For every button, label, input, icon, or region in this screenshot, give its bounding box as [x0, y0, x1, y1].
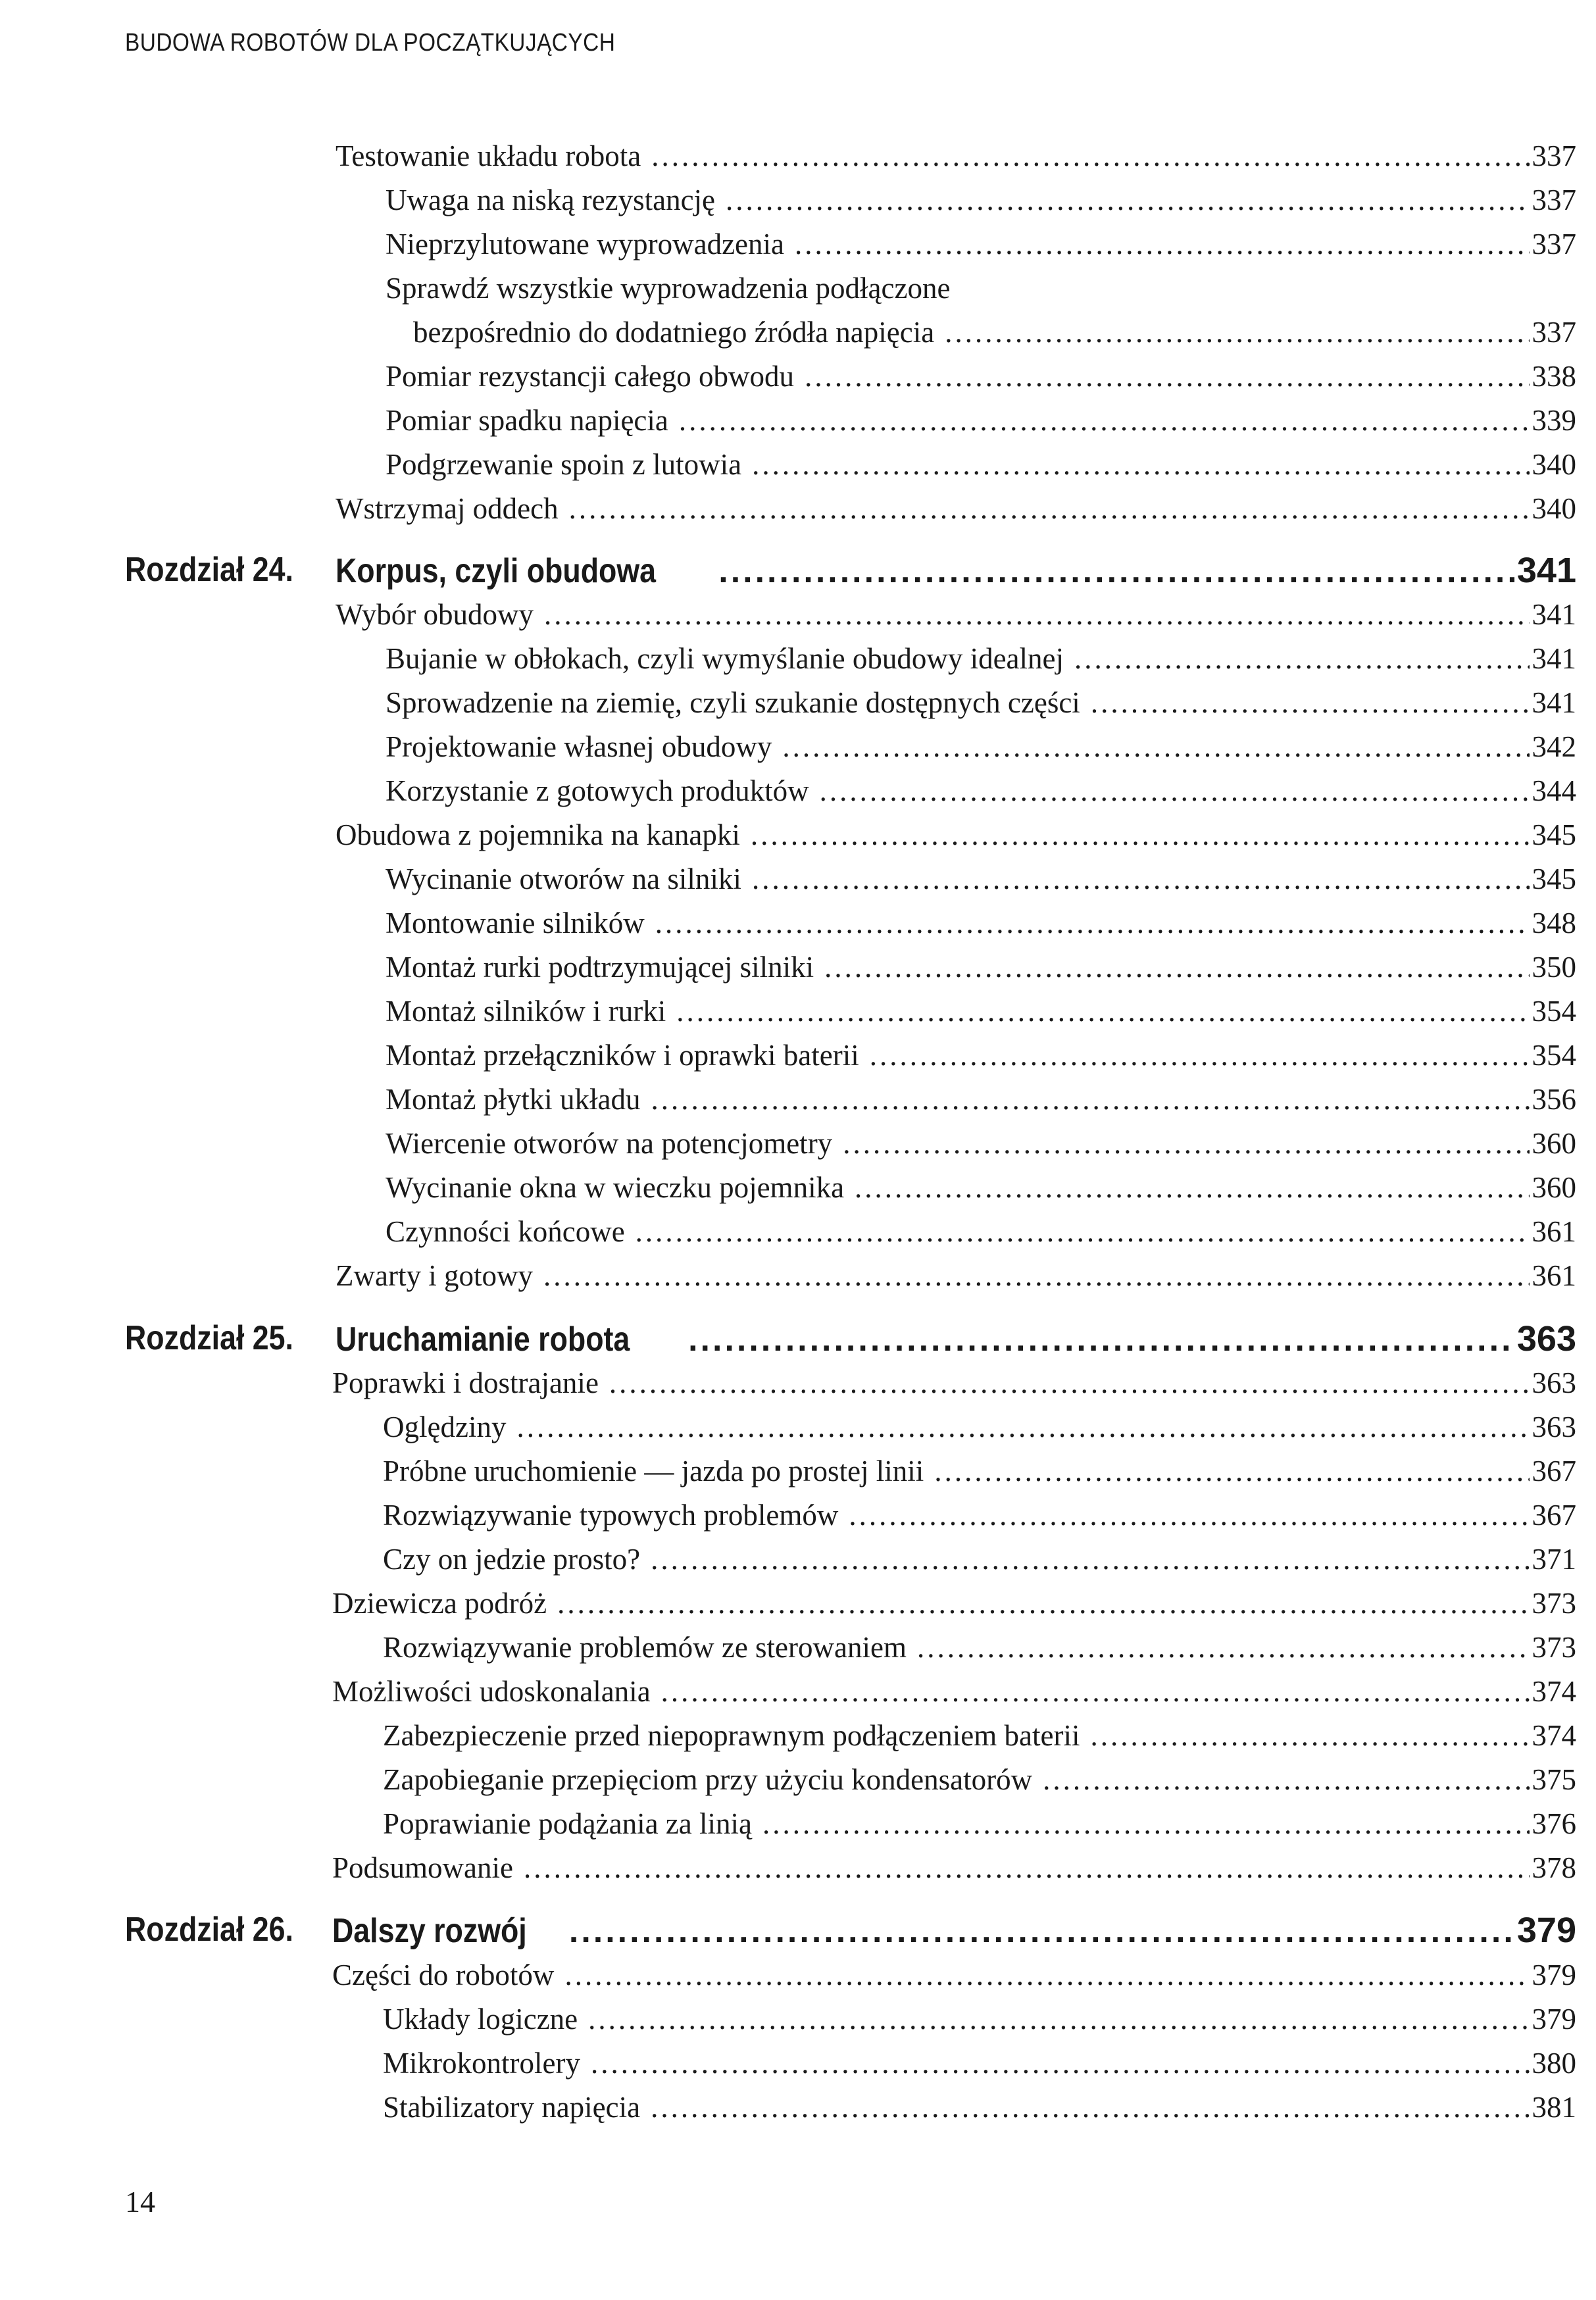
toc-entry-page: 337 [1532, 228, 1576, 261]
toc-entry-title: Zwarty i gotowy [336, 1259, 533, 1292]
toc-entry [386, 359, 1576, 393]
toc-entry-page: 337 [1532, 316, 1576, 349]
toc-entry-page: 360 [1532, 1171, 1576, 1204]
toc-entry-title: Testowanie układu robota [336, 139, 641, 172]
toc-entry [383, 2090, 1576, 2124]
toc-leader [726, 183, 1529, 213]
toc-entry-page: 363 [1532, 1411, 1576, 1443]
toc-entry-title: Pomiar rezystancji całego obwodu [386, 360, 795, 393]
toc-entry-page: 374 [1532, 1719, 1576, 1752]
toc-entry-page: 338 [1532, 360, 1576, 393]
toc-leader [636, 1214, 1530, 1244]
toc-leader [1090, 1718, 1529, 1748]
toc-entry-page: 348 [1532, 907, 1576, 939]
toc-entry [386, 774, 1576, 808]
toc-leader [655, 906, 1530, 936]
toc-leader [843, 1126, 1529, 1156]
toc-leader [651, 1082, 1529, 1112]
toc-leader [688, 1320, 1514, 1354]
toc-entry [332, 1586, 1576, 1620]
toc-entry [386, 730, 1576, 764]
toc-entry-page: 341 [1532, 686, 1576, 719]
chapter-label: Rozdział 26. [125, 1911, 293, 1949]
toc-entry-title: Układy logiczne [383, 2003, 578, 2036]
toc-leader [516, 1410, 1529, 1439]
toc-entry-title: Czynności końcowe [386, 1215, 625, 1248]
toc-entry-page: 345 [1532, 863, 1576, 895]
toc-entry [386, 1214, 1576, 1249]
toc-entry [386, 447, 1576, 482]
toc-entry [413, 315, 1576, 349]
toc-chapter [336, 1318, 1576, 1359]
toc-entry [386, 686, 1576, 720]
toc-entry-page: 376 [1532, 1807, 1576, 1840]
toc-entry [336, 597, 1576, 632]
toc-entry [386, 1082, 1576, 1116]
toc-entry-title: Poprawki i dostrajanie [332, 1366, 599, 1399]
toc-entry [332, 1674, 1576, 1709]
toc-entry-page: 344 [1532, 774, 1576, 807]
toc-entry-title: Możliwości udoskonalania [332, 1675, 651, 1708]
toc-leader [820, 774, 1530, 803]
toc-entry-page: 340 [1532, 448, 1576, 481]
toc-chapter-title: Korpus, czyli obudowa [336, 552, 656, 590]
toc-entry-title: Oględziny [383, 1411, 507, 1443]
toc-leader [651, 2090, 1529, 2120]
toc-entry-title: Stabilizatory napięcia [383, 2091, 641, 2124]
toc-entry [383, 1542, 1576, 1576]
toc-leader [651, 139, 1529, 168]
toc-entry-page: 354 [1532, 1039, 1576, 1072]
toc-chapter-page: 363 [1516, 1319, 1576, 1359]
toc-entry-page: 363 [1532, 1366, 1576, 1399]
toc-entry-title: Sprowadzenie na ziemię, czyli szukanie dostępnych części [386, 686, 1080, 719]
toc-entry [332, 1366, 1576, 1400]
toc-entry [383, 1498, 1576, 1532]
toc-entry-page: 367 [1532, 1499, 1576, 1532]
toc-leader [805, 359, 1529, 389]
toc-entry-title: Nieprzylutowane wyprowadzenia [386, 228, 785, 261]
toc-leader [591, 2046, 1530, 2076]
toc-entry [386, 994, 1576, 1028]
toc-leader [588, 2002, 1529, 2032]
toc-entry [386, 1170, 1576, 1205]
toc-leader [524, 1851, 1530, 1880]
toc-entry [336, 818, 1576, 852]
toc-entry-page: 373 [1532, 1587, 1576, 1620]
toc-entry [386, 862, 1576, 896]
toc-entry-page: 380 [1532, 2047, 1576, 2080]
toc-entry [386, 1038, 1576, 1072]
toc-entry-page: 381 [1532, 2091, 1576, 2124]
toc-entry-title: Montaż przełączników i oprawki baterii [386, 1039, 859, 1072]
toc-chapter [332, 1910, 1576, 1951]
chapter-label: Rozdział 25. [125, 1319, 293, 1357]
toc-entry-page: 341 [1532, 642, 1576, 675]
toc-entry-title: Pomiar spadku napięcia [386, 404, 668, 437]
toc-entry-title: Montaż silników i rurki [386, 995, 666, 1028]
toc-entry-title: Poprawianie podążania za linią [383, 1807, 753, 1840]
toc-entry-page: 361 [1532, 1215, 1576, 1248]
toc-leader [945, 315, 1529, 345]
toc-entry [383, 2002, 1576, 2036]
toc-leader [1091, 686, 1530, 715]
toc-entry [383, 1454, 1576, 1488]
toc-entry [383, 1410, 1576, 1444]
toc-entry-title: Projektowanie własnej obudowy [386, 730, 772, 763]
toc-entry-title: Dziewicza podróż [332, 1587, 547, 1620]
toc-leader [557, 1586, 1529, 1616]
toc-entry-title: Mikrokontrolery [383, 2047, 580, 2080]
toc-leader [679, 403, 1530, 433]
toc-leader [661, 1674, 1530, 1704]
toc-entry-page: 345 [1532, 818, 1576, 851]
toc-entry-title: Montaż płytki układu [386, 1083, 641, 1116]
toc-entry [332, 1851, 1576, 1885]
toc-entry [386, 1126, 1576, 1161]
toc-entry-page: 374 [1532, 1675, 1576, 1708]
toc-entry [383, 2046, 1576, 2080]
toc-entry [383, 1763, 1576, 1797]
toc-leader [782, 730, 1529, 759]
toc-entry [386, 227, 1576, 261]
toc-chapter-title: Dalszy rozwój [332, 1912, 527, 1950]
toc-entry-page: 350 [1532, 951, 1576, 984]
toc-entry-title: Montowanie silników [386, 907, 645, 939]
toc-leader [762, 1807, 1529, 1836]
toc-entry-title: Bujanie w obłokach, czyli wymyślanie obudowy idealnej [386, 642, 1064, 675]
toc-entry [383, 1807, 1576, 1841]
toc-entry-title: bezpośrednio do dodatniego źródła napięcia [413, 316, 935, 349]
toc-leader [543, 1259, 1530, 1288]
toc-leader [718, 551, 1514, 586]
toc-entry-title: Obudowa z pojemnika na kanapki [336, 818, 740, 851]
toc-leader [824, 950, 1529, 980]
toc-leader [751, 818, 1530, 847]
toc-chapter-title: Uruchamianie robota [336, 1320, 630, 1359]
toc-entry-page: 371 [1532, 1543, 1576, 1576]
toc-entry [386, 271, 1576, 305]
toc-entry [386, 950, 1576, 984]
toc-leader [870, 1038, 1530, 1068]
toc-leader [569, 491, 1530, 521]
toc-entry-title: Montaż rurki podtrzymującej silniki [386, 951, 814, 984]
toc-leader [752, 447, 1529, 477]
toc-entry [336, 139, 1576, 173]
toc-leader [1074, 641, 1529, 671]
toc-entry-title: Korzystanie z gotowych produktów [386, 774, 809, 807]
toc-entry-title: Wstrzymaj oddech [336, 492, 559, 525]
toc-entry-page: 339 [1532, 404, 1576, 437]
toc-entry-page: 379 [1532, 1959, 1576, 1991]
toc-entry-title: Sprawdź wszystkie wyprowadzenia podłączone [386, 272, 951, 305]
toc-entry-page: 337 [1532, 184, 1576, 216]
toc-entry-title: Czy on jedzie prosto? [383, 1543, 641, 1576]
toc-entry-page: 356 [1532, 1083, 1576, 1116]
toc-entry [383, 1718, 1576, 1753]
toc-entry [336, 491, 1576, 526]
toc-entry-title: Podsumowanie [332, 1851, 513, 1884]
toc-entry-page: 354 [1532, 995, 1576, 1028]
toc-leader [676, 994, 1529, 1024]
chapter-label: Rozdział 24. [125, 551, 293, 589]
toc-entry [386, 641, 1576, 676]
toc-leader [795, 227, 1529, 257]
running-header: BUDOWA ROBOTÓW DLA POCZĄTKUJĄCYCH [125, 29, 616, 57]
toc-leader [569, 1911, 1514, 1945]
toc-entry-page: 378 [1532, 1851, 1576, 1884]
toc-chapter [336, 550, 1576, 591]
toc-chapter-page: 379 [1516, 1911, 1576, 1950]
toc-entry-page: 379 [1532, 2003, 1576, 2036]
toc-entry [336, 1259, 1576, 1293]
toc-leader [564, 1958, 1529, 1988]
toc-entry [386, 906, 1576, 940]
toc-leader [855, 1170, 1529, 1200]
toc-entry-title: Próbne uruchomienie — jazda po prostej linii [383, 1455, 924, 1488]
toc-entry-title: Części do robotów [332, 1959, 555, 1991]
toc-entry-page: 342 [1532, 730, 1576, 763]
toc-entry-page: 360 [1532, 1127, 1576, 1160]
toc-leader [651, 1542, 1529, 1572]
toc-entry-page: 367 [1532, 1455, 1576, 1488]
toc-leader [934, 1454, 1529, 1484]
toc-entry-title: Wiercenie otworów na potencjometry [386, 1127, 833, 1160]
toc-entry-page: 375 [1532, 1763, 1576, 1796]
toc-entry-page: 340 [1532, 492, 1576, 525]
toc-entry-title: Wybór obudowy [336, 598, 534, 631]
toc-leader [609, 1366, 1530, 1395]
toc-entry [332, 1958, 1576, 1992]
toc-entry-page: 337 [1532, 139, 1576, 172]
page-number: 14 [125, 2185, 155, 2218]
toc-leader [917, 1630, 1530, 1660]
toc-entry-title: Wycinanie otworów na silniki [386, 863, 741, 895]
toc-entry-title: Podgrzewanie spoin z lutowia [386, 448, 742, 481]
toc-entry [386, 403, 1576, 438]
toc-entry-page: 341 [1532, 598, 1576, 631]
toc-entry-title: Rozwiązywanie typowych problemów [383, 1499, 839, 1532]
toc-entry-page: 361 [1532, 1259, 1576, 1292]
toc-entry-title: Zabezpieczenie przed niepoprawnym podłączeniem baterii [383, 1719, 1080, 1752]
toc-entry-page: 373 [1532, 1631, 1576, 1664]
toc-entry-title: Zapobieganie przepięciom przy użyciu kondensatorów [383, 1763, 1033, 1796]
toc-entry [383, 1630, 1576, 1664]
toc-leader [752, 862, 1530, 891]
toc-entry [386, 183, 1576, 217]
toc-leader [1043, 1763, 1529, 1792]
toc-leader [849, 1498, 1529, 1528]
toc-entry-title: Rozwiązywanie problemów ze sterowaniem [383, 1631, 907, 1664]
toc-entry-title: Uwaga na niską rezystancję [386, 184, 716, 216]
toc-chapter-page: 341 [1516, 551, 1576, 590]
toc-entry-title: Wycinanie okna w wieczku pojemnika [386, 1171, 845, 1204]
toc-leader [544, 597, 1529, 627]
